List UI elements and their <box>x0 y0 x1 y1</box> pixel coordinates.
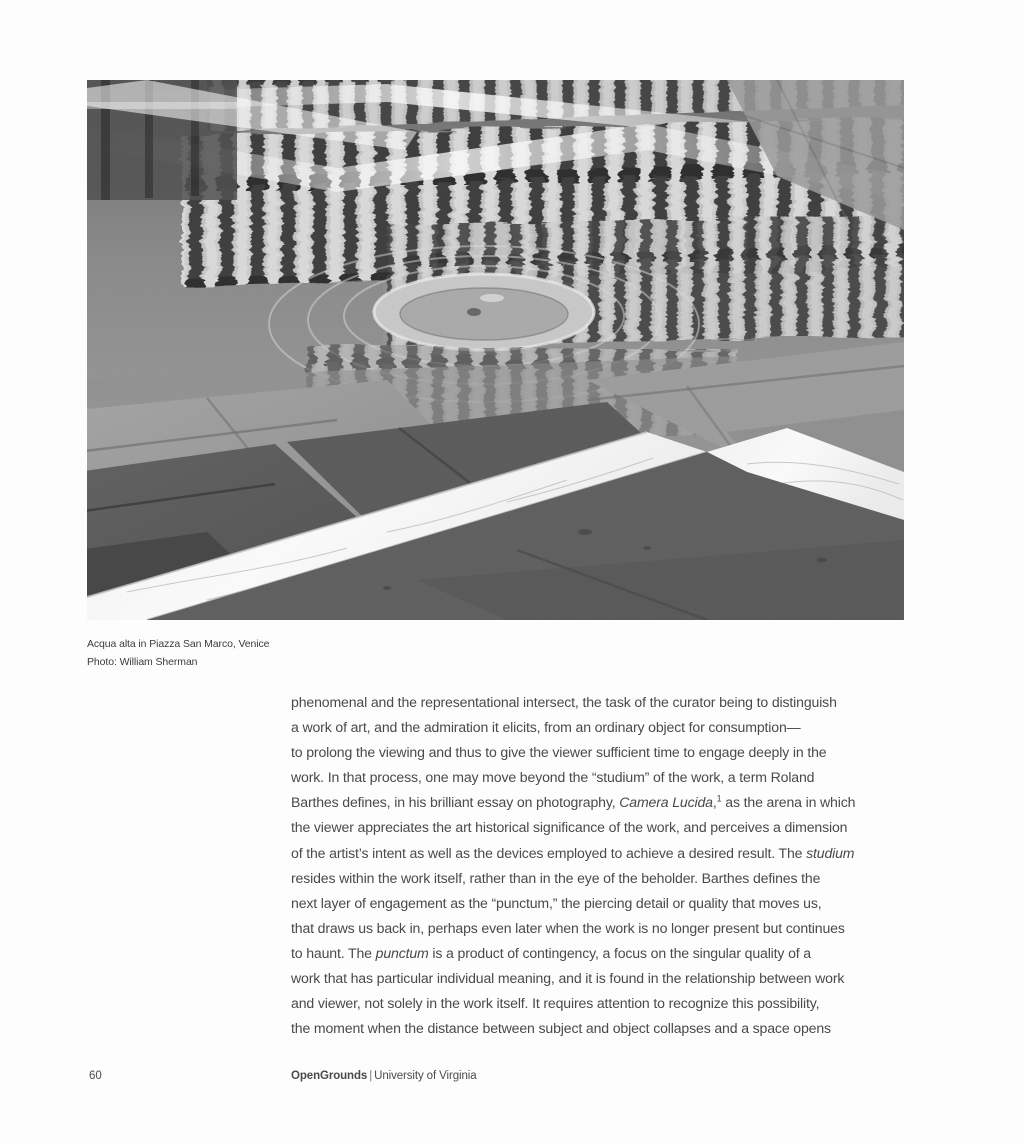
body-line-lead: Barthes defines, in his brilliant essay on photography, <box>291 794 620 811</box>
photograph-artwork <box>87 80 904 620</box>
body-line: to prolong the viewing and thus to give the viewer sufficient time to engage deeply in the <box>291 744 827 761</box>
brand-name: OpenGrounds <box>291 1070 368 1082</box>
running-footer <box>291 1070 477 1082</box>
term-punctum: punctum <box>375 944 429 961</box>
body-line-lead: of the artist’s intent as well as the devices employed to achieve a desired result. The <box>291 844 807 861</box>
footer-separator: | <box>369 1070 373 1082</box>
institution-name: University of Virginia <box>374 1070 477 1082</box>
body-line: the moment when the distance between subject and object collapses and a space opens <box>291 1020 831 1037</box>
page-footer <box>0 1070 1024 1092</box>
body-line: phenomenal and the representational intersect, the task of the curator being to distinguish <box>291 694 837 710</box>
body-line: a work of art, and the admiration it elicits, from an ordinary object for consumption— <box>291 719 801 736</box>
body-line: work. In that process, one may move beyond the “studium” of the work, a term Roland <box>291 769 815 786</box>
title-comma: , <box>712 794 717 811</box>
book-title-camera-lucida: Camera Lucida <box>619 794 713 811</box>
body-line-tail: is a product of contingency, a focus on the singular quality of a <box>428 944 811 961</box>
figure-caption <box>87 636 507 671</box>
body-line-lead: to haunt. The <box>291 944 376 961</box>
photograph-acqua-alta <box>87 80 904 620</box>
body-line: that draws us back in, perhaps even later when the work is no longer present but continues <box>291 919 845 936</box>
body-paragraph <box>291 690 909 1041</box>
body-line: and viewer, not solely in the work itself. It requires attention to recognize this possibility, <box>291 995 820 1012</box>
figure <box>87 80 904 620</box>
body-line: work that has particular individual meaning, and it is found in the relationship between work <box>291 970 845 987</box>
term-studium: studium <box>806 844 855 861</box>
body-text <box>291 690 909 1041</box>
body-line: the viewer appreciates the art historical significance of the work, and perceives a dimension <box>291 819 848 836</box>
body-line-with-term <box>291 841 909 866</box>
body-line-tail: as the arena in which <box>721 794 856 811</box>
body-line: next layer of engagement as the “punctum,” the piercing detail or quality that moves us, <box>291 894 822 911</box>
body-line: resides within the work itself, rather than in the eye of the beholder. Barthes defines the <box>291 869 821 886</box>
body-line-with-term <box>291 941 909 966</box>
footnote-marker: 1 <box>716 793 722 804</box>
caption-credit: Photo: William Sherman <box>87 655 198 668</box>
caption-title: Acqua alta in Piazza San Marco, Venice <box>87 638 270 650</box>
body-line-with-citation <box>291 790 909 815</box>
page-number: 60 <box>89 1070 102 1082</box>
